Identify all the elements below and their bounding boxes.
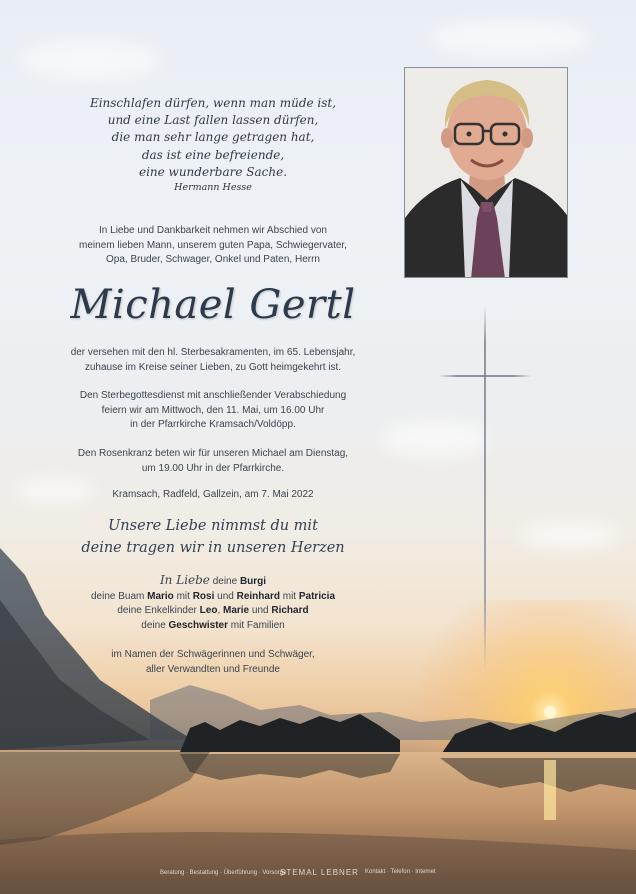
- funeral-service-text: [40, 389, 386, 433]
- quote-author: Hermann Hesse: [174, 182, 252, 193]
- siblings-label: Geschwister: [168, 619, 229, 631]
- text-line: zuhause im Kreise seiner Lieben, zu Gott heimgekehrt ist.: [84, 361, 342, 373]
- intro-text: [40, 224, 386, 268]
- wife-name: Burgi: [239, 576, 267, 587]
- connector: deine Buam: [90, 590, 145, 602]
- family-line-siblings: [40, 619, 386, 634]
- rosary-text: [40, 447, 386, 476]
- connector: und: [251, 605, 269, 616]
- intro-line: Opa, Bruder, Schwager, Onkel und Paten, Herrn: [105, 254, 320, 265]
- motto: [40, 515, 386, 559]
- grandchild-name: Leo: [199, 605, 218, 616]
- connector: mit: [176, 590, 190, 602]
- connector: deine: [141, 619, 166, 631]
- family-line-wife: [40, 573, 386, 590]
- quote-block: [40, 95, 386, 181]
- text-line: aller Verwandten und Freunde: [146, 663, 280, 675]
- text-line: Den Sterbegottesdienst mit anschließender Verabschiedung: [79, 390, 347, 401]
- son-name: Reinhard: [236, 590, 280, 602]
- connector: und: [217, 590, 234, 602]
- grandchild-name: Richard: [271, 605, 309, 616]
- relatives-text: [40, 648, 386, 677]
- funeral-home-logo: STEMAL LEBNER: [280, 868, 359, 877]
- connector: deine: [212, 576, 238, 587]
- text-line: im Namen der Schwägerinnen und Schwäger,: [111, 649, 315, 660]
- connector: deine Enkelkinder: [117, 605, 197, 616]
- deceased-name: Michael Gertl: [70, 282, 356, 328]
- text-line: um 19.00 Uhr in der Pfarrkirche.: [141, 462, 285, 474]
- text-line: feiern wir am Mittwoch, den 11. Mai, um 16.00 Uhr: [101, 404, 325, 416]
- connector: mit Familien: [230, 619, 285, 631]
- portrait-photo: [404, 67, 568, 278]
- cross-vertical-beam: [484, 306, 486, 671]
- family-signatures: [40, 573, 386, 633]
- services-text: Beratung · Bestattung · Überführung · Vorsorge: [160, 870, 287, 876]
- quote-line: und eine Last fallen lassen dürfen,: [107, 113, 319, 128]
- text-line: in der Pfarrkirche Kramsach/Voldöpp.: [130, 419, 296, 430]
- death-notice-text: [40, 346, 386, 375]
- connector: ,: [217, 605, 221, 616]
- cross-horizontal-beam: [438, 375, 532, 377]
- intro-line: meinem lieben Mann, unserem guten Papa, Schwiegervater,: [79, 239, 347, 251]
- motto-line: deine tragen wir in unseren Herzen: [81, 540, 345, 556]
- place-and-date: Kramsach, Radfeld, Gallzein, am 7. Mai 2022: [112, 489, 314, 500]
- lead-in-love: In Liebe: [159, 573, 210, 587]
- motto-line: Unsere Liebe nimmst du mit: [108, 518, 318, 534]
- text-line: Den Rosenkranz beten wir für unseren Michael am Dienstag,: [77, 448, 349, 459]
- grandchild-name: Marie: [223, 605, 250, 616]
- intro-line: In Liebe und Dankbarkeit nehmen wir Abschied von: [99, 225, 327, 236]
- connector: mit: [282, 590, 297, 602]
- son-name: Mario: [147, 590, 174, 602]
- quote-line: die man sehr lange getragen hat,: [111, 130, 315, 145]
- quote-line: eine wunderbare Sache.: [138, 164, 288, 179]
- quote-line: das ist eine befreiende,: [141, 147, 285, 162]
- text-line: der versehen mit den hl. Sterbesakramenten, im 65. Lebensjahr,: [70, 347, 356, 358]
- partner-name: Patricia: [298, 590, 336, 602]
- portrait-illustration: [405, 68, 568, 278]
- quote-line: Einschlafen dürfen, wenn man müde ist,: [89, 96, 337, 110]
- partner-name: Rosi: [192, 590, 215, 602]
- contact-text: Kontakt · Telefon · Internet: [365, 869, 436, 875]
- family-line-grandchildren: [40, 604, 386, 619]
- funeral-home-footer: [140, 865, 500, 885]
- family-line-sons: [40, 590, 386, 605]
